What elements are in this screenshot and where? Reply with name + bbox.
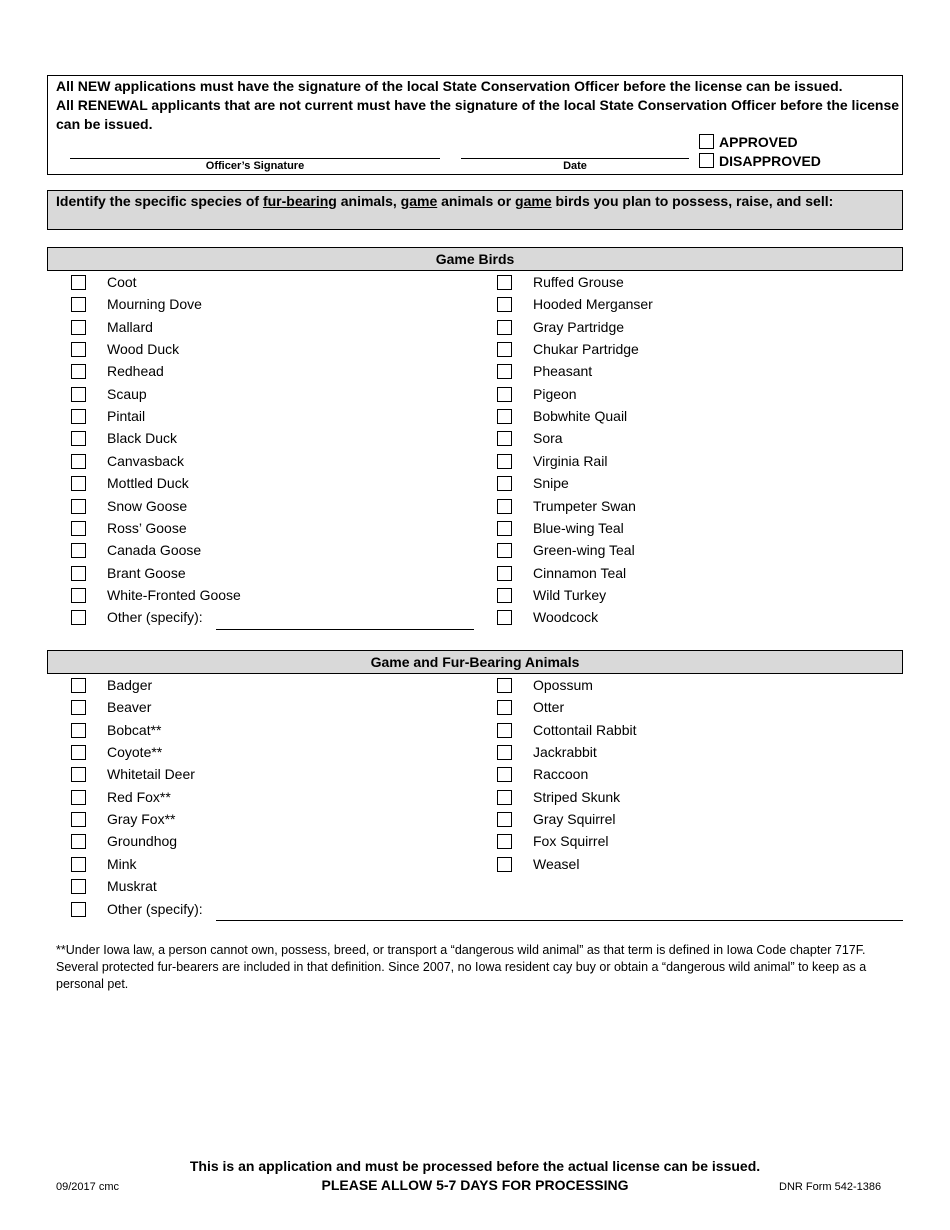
animal-left-checkbox[interactable] [71,790,86,805]
approved-label: APPROVED [719,134,798,150]
animal-left-checkbox[interactable] [71,678,86,693]
animals-section-title: Game and Fur-Bearing Animals [47,650,903,674]
animal-left-label: Beaver [107,699,152,716]
game-bird-right-label: Woodcock [533,609,599,626]
renewal-applicants-notice-cont: can be issued. [56,116,153,132]
game-bird-left-label: Canvasback [107,452,185,469]
game-bird-left-checkbox[interactable] [71,454,86,469]
animal-left-label: Red Fox** [107,788,171,805]
animal-right-checkbox[interactable] [497,857,512,872]
game-bird-left-label: Mourning Dove [107,296,202,313]
footnote-line-1: **Under Iowa law, a person cannot own, possess, breed, or transport a “dangerous wild animal” as that term is defined in Iowa Code chapter 717F. [56,943,866,957]
game-bird-left-checkbox[interactable] [71,297,86,312]
date-label: Date [563,160,587,172]
officer-signature-label: Officer’s Signature [205,160,305,172]
animal-right-label: Striped Skunk [533,788,621,805]
game-bird-right-label: Cinnamon Teal [533,564,627,581]
identify-text-1: Identify the specific species of [56,193,263,209]
animal-right-label: Cottontail Rabbit [533,721,637,738]
game-bird-right-checkbox[interactable] [497,454,512,469]
animal-right-checkbox[interactable] [497,767,512,782]
disapproved-label: DISAPPROVED [719,153,821,169]
game-bird-left-label: Wood Duck [107,341,180,358]
animal-right-label: Jackrabbit [533,744,597,761]
game-bird-left-checkbox[interactable] [71,342,86,357]
animal-right-label: Fox Squirrel [533,833,609,850]
game-bird-right-checkbox[interactable] [497,499,512,514]
game-bird-right-label: Pheasant [533,363,593,380]
game-bird-left-checkbox[interactable] [71,588,86,603]
game-bird-right-checkbox[interactable] [497,566,512,581]
game-bird-right-label: Ruffed Grouse [533,274,624,290]
game-bird-right-label: Chukar Partridge [533,341,639,358]
game-bird-left-checkbox[interactable] [71,409,86,424]
animal-left-label: Whitetail Deer [107,766,195,783]
game-bird-left-checkbox[interactable] [71,543,86,558]
game-bird-left-label: Scaup [107,385,147,402]
identify-fur-bearing: fur-bearing [262,193,337,209]
animal-left-label: Bobcat** [107,721,162,738]
game-bird-left-label: Pintail [107,408,146,425]
animal-right-checkbox[interactable] [497,834,512,849]
animal-right-checkbox[interactable] [497,678,512,693]
animal-right-checkbox[interactable] [497,723,512,738]
footnote-line-2: Several protected fur-bearers are included in that definition. Since 2007, no Iowa resident cay buy or obtain a “dangerous wild animal” to keep as a [56,960,867,974]
game-bird-right-checkbox[interactable] [497,521,512,536]
game-bird-left-checkbox[interactable] [71,320,86,335]
animal-right-checkbox[interactable] [497,745,512,760]
animal-right-label: Raccoon [533,766,589,783]
game-bird-left-label: Mallard [107,318,153,335]
animal-left-checkbox[interactable] [71,879,86,894]
officer-approval-box [47,75,903,175]
identify-game-2: game [515,193,552,209]
identify-species-box [47,190,903,230]
animal-left-checkbox[interactable] [71,745,86,760]
game-bird-right-checkbox[interactable] [497,387,512,402]
new-applications-notice: All NEW applications must have the signature of the local State Conservation Officer before the license can be issued. [56,78,843,94]
game-bird-right-checkbox[interactable] [497,588,512,603]
game-bird-right-label: Wild Turkey [533,586,607,603]
game-bird-left-label: Redhead [107,363,164,380]
game-bird-left-checkbox[interactable] [71,566,86,581]
animal-right-label: Opossum [533,677,593,693]
officer-signature-line[interactable] [70,158,440,159]
game-birds-section-title: Game Birds [47,247,903,271]
game-bird-left-checkbox[interactable] [71,275,86,290]
animal-left-label: Groundhog [107,833,178,850]
disapproved-checkbox[interactable] [699,153,714,168]
animal-left-checkbox[interactable] [71,902,86,917]
animal-left-checkbox[interactable] [71,834,86,849]
game-bird-right-checkbox[interactable] [497,320,512,335]
animal-left-checkbox[interactable] [71,812,86,827]
game-bird-left-label: Coot [107,274,137,290]
identify-game-1: game [400,193,438,209]
renewal-applicants-notice: All RENEWAL applicants that are not current must have the signature of the local State Conservation Officer before the license [56,97,900,113]
identify-text-2: animals, [336,193,401,209]
animal-right-label: Otter [533,699,565,716]
game-bird-left-checkbox[interactable] [71,476,86,491]
game-bird-left-checkbox[interactable] [71,364,86,379]
game-bird-right-checkbox[interactable] [497,543,512,558]
footer-allow-days: PLEASE ALLOW 5-7 DAYS FOR PROCESSING [321,1177,629,1193]
footnote-line-3: personal pet. [56,977,129,991]
game-bird-left-label: Canada Goose [107,542,202,559]
identify-text-3: animals or [437,193,516,209]
game-bird-left-checkbox[interactable] [71,431,86,446]
game-bird-left-checkbox[interactable] [71,387,86,402]
animal-left-checkbox[interactable] [71,700,86,715]
identify-species-instruction [56,193,833,210]
game-bird-right-checkbox[interactable] [497,275,512,290]
game-bird-left-checkbox[interactable] [71,499,86,514]
animal-left-label: Coyote** [107,744,163,761]
animal-left-label: Mink [107,855,137,872]
game-bird-left-label: Mottled Duck [107,475,189,492]
game-birds-other-specify-line[interactable] [216,629,474,630]
game-bird-left-checkbox[interactable] [71,521,86,536]
game-bird-left-label: Brant Goose [107,564,186,581]
game-bird-right-label: Bobwhite Quail [533,408,628,425]
animal-left-checkbox[interactable] [71,857,86,872]
game-bird-left-label: White-Fronted Goose [107,586,241,603]
animal-right-label: Gray Squirrel [533,811,616,828]
approved-checkbox[interactable] [699,134,714,149]
animal-right-checkbox[interactable] [497,812,512,827]
animal-left-label: Gray Fox** [107,811,176,828]
game-bird-right-label: Gray Partridge [533,318,625,335]
animal-left-checkbox[interactable] [71,767,86,782]
animal-right-label: Weasel [533,855,580,872]
animal-left-label: Other (specify): [107,900,203,917]
animal-right-checkbox[interactable] [497,790,512,805]
game-bird-right-label: Snipe [533,475,569,492]
game-bird-right-checkbox[interactable] [497,364,512,379]
game-bird-left-label: Snow Goose [107,497,188,514]
game-bird-right-label: Virginia Rail [533,452,608,469]
game-bird-left-checkbox[interactable] [71,610,86,625]
game-bird-right-checkbox[interactable] [497,610,512,625]
game-bird-left-label: Ross’ Goose [107,519,187,536]
game-bird-right-label: Blue-wing Teal [533,519,624,536]
footer-form-number: DNR Form 542-1386 [779,1181,882,1193]
game-bird-right-label: Hooded Merganser [533,296,653,313]
game-bird-right-checkbox[interactable] [497,476,512,491]
game-bird-right-label: Sora [533,430,563,447]
game-bird-right-label: Green-wing Teal [533,542,635,559]
animal-right-checkbox[interactable] [497,700,512,715]
game-bird-right-checkbox[interactable] [497,342,512,357]
game-bird-right-checkbox[interactable] [497,297,512,312]
date-line[interactable] [461,158,689,159]
footer-date-code: 09/2017 cmc [56,1181,119,1193]
game-bird-right-label: Pigeon [533,385,577,402]
footer-processing-notice: This is an application and must be processed before the actual license can be issued. [189,1158,761,1174]
game-bird-right-checkbox[interactable] [497,409,512,424]
animal-left-label: Muskrat [107,878,157,895]
game-bird-left-label: Black Duck [107,430,178,447]
game-bird-right-checkbox[interactable] [497,431,512,446]
identify-text-4: birds you plan to possess, raise, and sell: [551,193,834,209]
animal-left-checkbox[interactable] [71,723,86,738]
animal-left-label: Badger [107,677,153,693]
animals-other-specify-line[interactable] [216,920,903,921]
game-bird-right-label: Trumpeter Swan [533,497,636,514]
game-bird-left-label: Other (specify): [107,609,203,626]
